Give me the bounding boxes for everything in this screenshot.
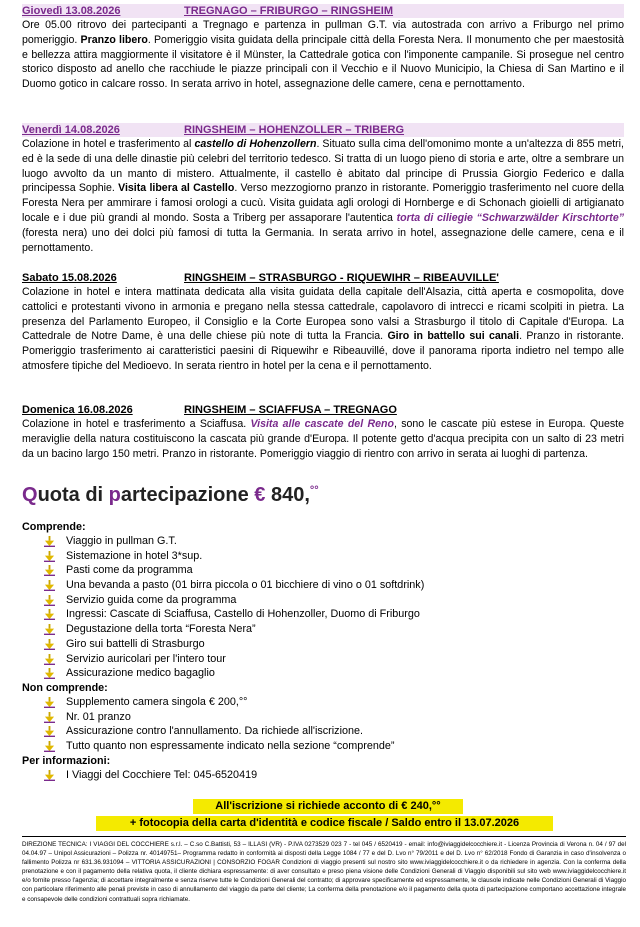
list-item: Tutto quanto non espressamente indicato nella sezione “comprende” <box>44 739 622 754</box>
list-item: Assicurazione contro l'annullamento. Da richiede all'iscrizione. <box>44 724 622 739</box>
day-3-text: Colazione in hotel e intera mattinata dedicata alla visita guidata della capitale dell'Alsazia, città aperta e cosmopolita, dove cattolici e protestanti vivono in armonia e pregano nella stessa cattedrale, capolavoro di intrecci e ricami scolpiti in pietra. La presenza del Parlamento Europeo, il Consiglio e la Corte Europea sono valsi a Strasburgo il titolo di Capitale d'Europa. La Cattedrale de Notre Dame, è una delle chiese più note di tutta la Francia. Giro in battello sui canali. Pranzo in ristorante. Pomeriggio trasferimento ai caratteristici paesini di Riquewihr e Ribeauvillé, dove il panorama riporta indietro nel tempo alle atmosfere tipiche del Medioevo. In serata rientro in hotel per la cena e il pernottamento. <box>22 286 624 372</box>
includes-list <box>22 534 622 681</box>
list-item: Servizio guida come da programma <box>44 593 622 608</box>
documents-notice: + fotocopia della carta d'identità e codice fiscale / Saldo entro il 13.07.2026 <box>96 816 553 831</box>
list-item: Nr. 01 pranzo <box>44 710 622 725</box>
list-item: Supplemento camera singola € 200,°° <box>44 695 622 710</box>
arrow-bullet-icon <box>44 741 55 752</box>
info-title: Per informazioni: <box>22 754 111 767</box>
day-1-header <box>22 4 624 18</box>
arrow-bullet-icon <box>44 536 55 547</box>
day-2-header <box>22 123 624 137</box>
arrow-bullet-icon <box>44 595 55 606</box>
day-2-text: Colazione in hotel e trasferimento al castello di Hohenzollern. Situato sulla cima dell'omonimo monte a un'altezza di 855 metri, ed è la sede di una delle dinastie più celebri del territorio tedesco. Si tratta di un luogo pieno di storia e arte, oltre a sembrare un luogo avvolto da un manto di mistero. Attualmente, il castello è abitato dal principe di Prussia Giorgio Federico e dalla principessa Sophie. Visita libera al Castello. Verso mezzogiorno pranzo in ristorante. Pomeriggio trasferimento nel cuore della Foresta Nera per ammirare i famosi orologi a cucù. Visita guidata agli orologi di Hornberge e di Schonach gioielli di artigianato locale e i due più grandi al mondo. Sosta a Triberg per assaporare l'autentica torta di ciliegie “Schwarzwälder Kirschtorte” (foresta nera) uno dei dolci più famosi di tutta la Germania. In serata arrivo in hotel, assegnazione delle camere, cena e il pernottamento. <box>22 138 625 254</box>
list-item: Viaggio in pullman G.T. <box>44 534 622 549</box>
day-3 <box>22 271 624 374</box>
day-1-date: Giovedì 13.08.2026 <box>22 5 121 17</box>
day-3-route: RINGSHEIM – STRASBURGO - RIQUEWIHR – RIBEAUVILLE' <box>184 272 499 284</box>
day-4 <box>22 403 624 461</box>
arrow-bullet-icon <box>44 770 55 781</box>
list-item: Sistemazione in hotel 3*sup. <box>44 549 622 564</box>
arrow-bullet-icon <box>44 654 55 665</box>
day-4-header <box>22 403 624 417</box>
list-item: Pasti come da programma <box>44 563 622 578</box>
deposit-notice: All'iscrizione si richiede acconto di € 240,°° <box>193 799 463 814</box>
excludes-list <box>22 695 622 754</box>
arrow-bullet-icon <box>44 551 55 562</box>
day-2-date: Venerdì 14.08.2026 <box>22 124 120 136</box>
day-3-date: Sabato 15.08.2026 <box>22 272 117 284</box>
arrow-bullet-icon <box>44 580 55 591</box>
arrow-bullet-icon <box>44 668 55 679</box>
day-3-header <box>22 271 624 285</box>
day-1-text: Ore 05.00 ritrovo dei partecipanti a Tregnago e partenza in pullman G.T. via autostrada con arrivo a Friburgo nel primo pomeriggio. Pranzo libero. Pomeriggio visita guidata della principale città della Foresta Nera. Il monumento che per maestosità e bellezza attira maggiormente il visitatore è il Münster, la Cattedrale gotica con l'imponente campanile. Si prosegue nel centro storico disposto ad anello che racchiude le piazze principali con il Vecchio e il Nuovo Municipio, la Chiesa di San Martino e il Duomo gotico in calcare rosso. In serata arrivo in hotel, assegnazione delle camere, cena e pernottamento. <box>22 19 624 91</box>
price-heading: Quota di partecipazione € 840,°° <box>22 484 319 506</box>
day-4-text: Colazione in hotel e trasferimento a Sciaffusa. Visita alle cascate del Reno, sono le cascate più estese in Europa. Queste meraviglie della natura costituiscono la cascata più grande d'Europa. Il potente getto d'acqua precipita con un salto di 23 metri da un bacino largo 150 metri. Pranzo in ristorante. Pomeriggio viaggio di rientro con arrivo in serata ai luoghi di partenza. <box>22 418 624 460</box>
arrow-bullet-icon <box>44 609 55 620</box>
day-1 <box>22 4 624 92</box>
list-item: Una bevanda a pasto (01 birra piccola o 01 bicchiere di vino o 01 softdrink) <box>44 578 622 593</box>
arrow-bullet-icon <box>44 565 55 576</box>
list-item: Giro sui battelli di Strasburgo <box>44 637 622 652</box>
footer-divider <box>22 836 626 837</box>
arrow-bullet-icon <box>44 697 55 708</box>
conditions-lists <box>22 520 622 782</box>
list-item: Assicurazione medico bagaglio <box>44 666 622 681</box>
day-2 <box>22 123 624 255</box>
info-list <box>22 768 622 783</box>
day-1-route: TREGNAGO – FRIBURGO – RINGSHEIM <box>184 5 394 17</box>
list-item: Ingressi: Cascate di Sciaffusa, Castello di Hohenzoller, Duomo di Friburgo <box>44 607 622 622</box>
list-item: I Viaggi del Cocchiere Tel: 045-6520419 <box>44 768 622 783</box>
list-item: Degustazione della torta “Foresta Nera” <box>44 622 622 637</box>
day-4-route: RINGSHEIM – SCIAFFUSA – TREGNAGO <box>184 404 397 416</box>
day-2-route: RINGSHEIM – HOHENZOLLER – TRIBERG <box>184 124 405 136</box>
list-item: Servizio auricolari per l'intero tour <box>44 652 622 667</box>
day-4-date: Domenica 16.08.2026 <box>22 404 133 416</box>
legal-footer: DIREZIONE TECNICA: I VIAGGI DEL COCCHIERE s.r.l. – C.so C.Battisti, 53 – ILLASI (VR) - P.IVA 0273529 023 7 - tel 045 / 6520419 - email: info@iviaggidelcocchiere.it - Licenza Provincia di Verona n. 04 / 97 del 04.04.97 – Unipol Assicurazioni – Polizza nr. 40149751– Programma redatto in conformità ai disposti della Legge 1084 / 77 e del D. Lvo n° 79/2011 e del D. Lvo n° 62/2018 Fondo di Garanzia in caso d'insolvenza o fallimento Polizza nr 631.36.931094 – VITTORIA ASSICURAZIONI | CONSORZIO FOGAR Condizioni di viaggio presenti sul nostro sito www.iviaggidelcocchiere.it o da richiedere in agenzia. Con la conferma della prenotazione e con il pagamento della relativa quota, il cliente dichiara espressamente: di aver consultato e preso piena visione delle Condizioni Generali di Viaggio disponibili sul sito web www.iviaggidelcocchiere.it e/o fornite presso l'agenzia; di accettare integralmente e senza riserve tutte le Condizioni Generali del contratto; di approvare specificamente ed espressamente, le clausole indicate nelle Condizioni Generali di Viaggio con particolare riferimento alle penali previste in caso di annullamento del viaggio da parte del cliente; La conferma della prenotazione e/o il pagamento della quota di partecipazione comportano accettazione integrale e consapevole delle condizioni contrattuali sopra richiamate. <box>22 841 626 903</box>
arrow-bullet-icon <box>44 624 55 635</box>
arrow-bullet-icon <box>44 726 55 737</box>
arrow-bullet-icon <box>44 712 55 723</box>
excludes-title: Non comprende: <box>22 681 108 694</box>
arrow-bullet-icon <box>44 639 55 650</box>
includes-title: Comprende: <box>22 521 86 533</box>
